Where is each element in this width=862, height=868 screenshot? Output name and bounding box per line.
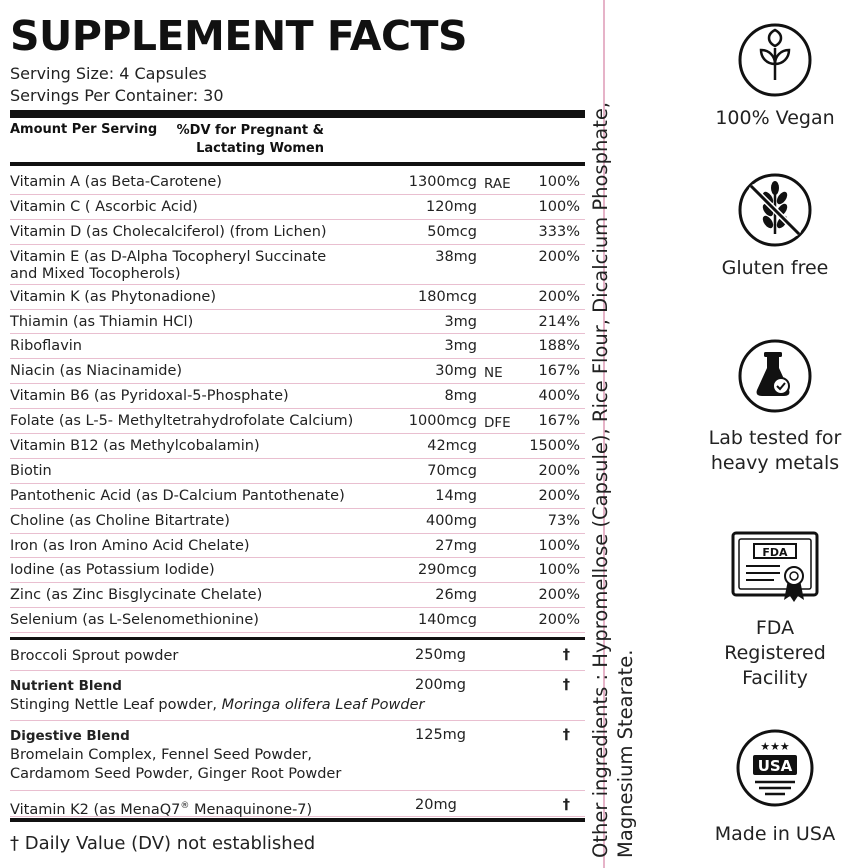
- row-dv: 400%: [538, 388, 580, 405]
- row-name: [10, 224, 355, 241]
- certificate-icon: [730, 530, 820, 604]
- fda-label-line2: Registered: [724, 642, 826, 664]
- blend-name: [10, 727, 341, 784]
- row-amount: 30mg: [435, 363, 477, 380]
- bottom-divider: [10, 818, 585, 822]
- row-dv: 167%: [538, 413, 580, 430]
- header-dv-line2: Lactating Women: [196, 141, 324, 156]
- row-amount: 250mg: [415, 647, 467, 663]
- row-name-line2: and Mixed Tocopherols): [10, 265, 181, 282]
- badge-fda: [690, 530, 860, 691]
- table-row: [10, 721, 585, 791]
- table-row: [10, 671, 585, 721]
- fda-seal-text: FDA: [762, 546, 788, 559]
- row-amount: 20mg: [415, 797, 457, 813]
- table-row: [10, 310, 585, 335]
- row-amount: 70mcg: [427, 462, 477, 479]
- table-row: [10, 170, 585, 195]
- thick-divider: [10, 110, 585, 118]
- row-dv: 73%: [547, 512, 580, 529]
- row-name-text: Biotin: [10, 462, 52, 479]
- row-amount: 200mg: [415, 677, 467, 693]
- table-row: [10, 558, 585, 583]
- table-row: [10, 459, 585, 484]
- badge-vegan: [690, 22, 860, 131]
- row-amount: 3mg: [444, 313, 477, 330]
- row-name-text: Choline (as Choline Bitartrate): [10, 512, 230, 529]
- row-name: [10, 363, 355, 380]
- row-unit: RAE: [484, 176, 511, 192]
- row-name-text: Riboflavin: [10, 338, 82, 355]
- fda-label-line3: Facility: [742, 667, 808, 689]
- nutrient-rows: [10, 170, 585, 633]
- section-divider: [10, 637, 585, 640]
- blend-rows: [10, 641, 585, 817]
- row-dv: 100%: [538, 562, 580, 579]
- row-amount: 140mcg: [418, 612, 477, 629]
- row-name-text: Pantothenic Acid (as D-Calcium Pantothenate): [10, 487, 345, 504]
- row-dv: 167%: [538, 363, 580, 380]
- usa-seal-text: USA: [757, 757, 793, 775]
- table-row: [10, 641, 585, 671]
- row-name-text: Vitamin B12 (as Methylcobalamin): [10, 438, 260, 455]
- row-name-text: Iodine (as Potassium Iodide): [10, 562, 215, 579]
- other-ingredients: [588, 8, 638, 858]
- row-name-line1: Vitamin E (as D-Alpha Tocopheryl Succinate: [10, 248, 327, 265]
- badge-gluten-free: [690, 172, 860, 281]
- table-row: [10, 195, 585, 220]
- table-row: [10, 608, 585, 633]
- row-name: [10, 249, 355, 283]
- badge-lab-tested: [690, 338, 860, 476]
- row-amount: 27mg: [435, 537, 477, 554]
- facts-title: SUPPLEMENT FACTS: [10, 12, 468, 60]
- row-name: [10, 314, 355, 331]
- leaf-icon: [737, 22, 813, 98]
- row-dv: 1500%: [529, 438, 580, 455]
- header-dv: [144, 122, 324, 158]
- row-amount: 1300mcg: [408, 174, 477, 190]
- other-ingredients-line2: Magnesium Stearate.: [614, 649, 637, 858]
- row-name-text: Iron (as Iron Amino Acid Chelate): [10, 537, 250, 554]
- other-ingredients-line1: Other ingredients : Hypromellose (Capsule), Rice Flour, Dicalcium Phosphate,: [589, 101, 612, 858]
- fda-label-line1: FDA: [755, 617, 795, 639]
- no-wheat-icon: [737, 172, 813, 248]
- row-unit: NE: [484, 365, 503, 382]
- row-name-text: Vitamin K (as Phytonadione): [10, 288, 216, 305]
- lab-label-line1: Lab tested for: [708, 427, 842, 449]
- row-name: [10, 338, 355, 355]
- row-dv: 200%: [538, 248, 580, 265]
- row-dv: 100%: [538, 174, 580, 190]
- row-amount: 120mg: [425, 198, 477, 215]
- row-name: [10, 513, 355, 530]
- header-amount: Amount Per Serving: [10, 122, 158, 137]
- row-amount: 50mcg: [427, 223, 477, 240]
- row-amount: 42mcg: [427, 438, 477, 455]
- badge-made-in-usa: [690, 728, 860, 847]
- blend-desc-line2: Cardamom Seed Powder, Ginger Root Powder: [10, 766, 342, 782]
- row-unit: DFE: [484, 415, 511, 432]
- row-amount: 38mg: [435, 248, 477, 265]
- row-name: [10, 488, 355, 505]
- row-name-text: Vitamin A (as Beta-Carotene): [10, 174, 222, 190]
- row-name: [10, 388, 355, 405]
- table-row: [10, 484, 585, 509]
- row-name: [10, 199, 355, 216]
- row-name-text: Folate (as L-5- Methyltetrahydrofolate Calcium): [10, 413, 354, 430]
- dagger-mark: †: [562, 727, 570, 743]
- registered-mark: ®: [180, 801, 190, 811]
- blend-desc-line1: Bromelain Complex, Fennel Seed Powder,: [10, 747, 312, 763]
- table-row: [10, 791, 585, 817]
- row-dv: 200%: [538, 462, 580, 479]
- row-amount: 125mg: [415, 727, 467, 743]
- blend-desc-italic: Moringa olifera Leaf Powder: [221, 697, 425, 713]
- lab-label-line2: heavy metals: [710, 452, 840, 474]
- table-row: [10, 509, 585, 534]
- servings-per-container: Servings Per Container: 30: [10, 86, 224, 105]
- row-name: [10, 538, 355, 555]
- row-amount: 8mg: [444, 388, 477, 405]
- row-dv: 200%: [538, 288, 580, 305]
- table-row: [10, 534, 585, 559]
- row-amount: 3mg: [444, 338, 477, 355]
- row-amount: 400mg: [425, 512, 477, 529]
- row-name-text: Vitamin D (as Cholecalciferol) (from Lichen): [10, 223, 327, 240]
- flask-icon: [737, 338, 813, 414]
- row-name-text: Selenium (as L-Selenomethionine): [10, 612, 259, 629]
- k2-name-b: Menaquinone-7): [189, 801, 313, 818]
- row-name: [10, 413, 355, 430]
- row-dv: 200%: [538, 587, 580, 604]
- row-name-text: Vitamin B6 (as Pyridoxal-5-Phosphate): [10, 388, 289, 405]
- table-row: [10, 285, 585, 310]
- gluten-label: Gluten free: [721, 257, 829, 279]
- row-name-text: Vitamin C ( Ascorbic Acid): [10, 198, 198, 215]
- row-name-text: Niacin (as Niacinamide): [10, 363, 183, 380]
- row-name-text: Zinc (as Zinc Bisglycinate Chelate): [10, 587, 263, 604]
- usa-label: Made in USA: [714, 823, 836, 845]
- row-dv: 333%: [538, 223, 580, 240]
- row-name: [10, 174, 355, 191]
- row-amount: 26mg: [435, 587, 477, 604]
- table-row: [10, 384, 585, 409]
- row-amount: 14mg: [435, 487, 477, 504]
- svg-text:★★★: ★★★: [760, 740, 790, 753]
- header-dv-line1: %DV for Pregnant &: [176, 123, 324, 138]
- header-divider: [10, 162, 585, 166]
- k2-name-a: Vitamin K2 (as MenaQ7: [10, 801, 181, 818]
- table-row: [10, 583, 585, 608]
- table-row: [10, 220, 585, 245]
- blend-name: [10, 677, 424, 715]
- row-name: [10, 797, 312, 820]
- row-dv: 100%: [538, 537, 580, 554]
- row-name: Broccoli Sprout powder: [10, 648, 179, 664]
- row-dv: 214%: [538, 313, 580, 330]
- row-name: [10, 438, 355, 455]
- row-name: [10, 463, 355, 480]
- serving-size: Serving Size: 4 Capsules: [10, 64, 207, 83]
- table-row: [10, 334, 585, 359]
- row-amount: 1000mcg: [408, 413, 477, 430]
- vegan-label: 100% Vegan: [715, 107, 835, 129]
- blend-title: Digestive Blend: [10, 728, 130, 744]
- dagger-mark: †: [562, 677, 570, 693]
- dagger-mark: †: [562, 647, 570, 663]
- row-dv: 200%: [538, 487, 580, 504]
- row-name: [10, 289, 355, 306]
- table-row: [10, 434, 585, 459]
- footnote: † Daily Value (DV) not established: [10, 833, 316, 854]
- table-row: [10, 245, 585, 285]
- row-dv: 100%: [538, 198, 580, 215]
- blend-title: Nutrient Blend: [10, 678, 122, 694]
- table-row: [10, 359, 585, 384]
- row-amount: 180mcg: [418, 288, 477, 305]
- row-dv: 188%: [538, 338, 580, 355]
- row-name-text: Thiamin (as Thiamin HCl): [10, 313, 194, 330]
- blend-desc: Stinging Nettle Leaf powder,: [10, 697, 222, 713]
- row-dv: 200%: [538, 612, 580, 629]
- dagger-mark: †: [562, 797, 570, 813]
- row-name: [10, 587, 355, 604]
- usa-seal-icon: [735, 728, 815, 808]
- table-row: [10, 409, 585, 434]
- row-name: [10, 612, 355, 629]
- row-amount: 290mcg: [418, 562, 477, 579]
- row-name: [10, 562, 355, 579]
